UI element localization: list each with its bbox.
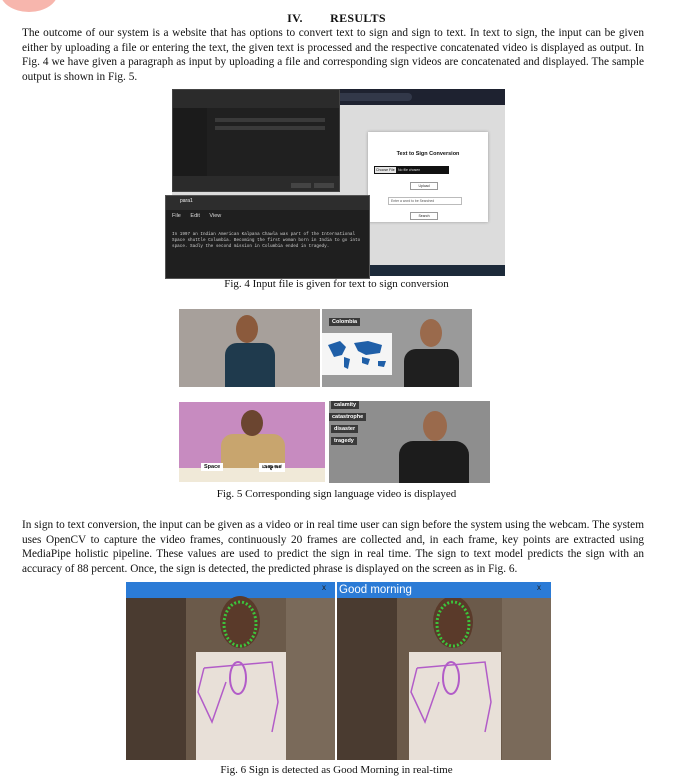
no-file-label: No file chosen: [398, 168, 421, 172]
menu-view: View: [209, 213, 222, 219]
menu-file: File: [172, 213, 181, 219]
file-row: [215, 126, 325, 130]
close-icon: x: [322, 583, 326, 592]
figure-5-caption: Fig. 5 Corresponding sign language video is displayed: [216, 488, 457, 500]
file-row: [215, 118, 325, 122]
person-head: [220, 596, 260, 648]
section-heading: [0, 11, 673, 26]
sign-video-frame-2: [322, 309, 472, 387]
person-body: [225, 343, 275, 387]
person-head: [433, 596, 473, 648]
word-tag-local: ಬಾಹ್ಯಾಕಾಶ: [259, 463, 285, 472]
world-map: [322, 333, 392, 375]
person-body: [404, 349, 459, 387]
word-tag-space: Space: [201, 463, 223, 471]
landmark-overlay: [126, 582, 335, 760]
section-number: IV.: [287, 11, 303, 25]
section-title: RESULTS: [330, 11, 386, 25]
word-tag-tragedy: tragedy: [331, 437, 357, 445]
word-tag-calamity: calamity: [331, 401, 359, 409]
detected-sign-text: Good morning: [339, 584, 412, 596]
landmark-overlay: [337, 582, 551, 760]
conversion-card: [368, 132, 488, 222]
prediction-bar: [337, 582, 551, 598]
word-tag-catastrophe: catastrophe: [329, 413, 366, 421]
file-chooser: [374, 166, 449, 174]
notepad-tab-name: para1: [180, 198, 193, 204]
person-body: [399, 441, 469, 483]
card-title: Text to Sign Conversion: [396, 151, 460, 157]
cancel-button: [314, 183, 334, 188]
person-head: [420, 319, 442, 347]
search-word-input: Enter a word to be Searched: [388, 197, 462, 205]
notepad-menu: [172, 213, 221, 219]
person-head: [241, 410, 263, 436]
explorer-sidebar: [173, 108, 207, 178]
notepad-text: In 1997 an Indian American Kalpana Chawla was part of the International Space shuttle Columbia. Becoming the first woman born in India to go into space. Sadly the second mission in Columbia ended in tragedy.: [172, 232, 361, 250]
sign-video-frame-1: [179, 309, 320, 387]
figure-4-caption: Fig. 4 Input file is given for text to sign conversion: [224, 278, 449, 290]
word-tag-colombia: Colombia: [329, 318, 360, 326]
menu-edit: Edit: [190, 213, 200, 219]
choose-file-button: Choose File: [376, 168, 395, 172]
sign-video-frame-3: [179, 402, 325, 482]
results-paragraph-1: The outcome of our system is a website that has options to convert text to sign and sign to text. In text to sign, the input can be given either by uploading a file or entering the text, the given text is processed and the respective concatenated video is displayed as output. In Fig. 4 we have given a paragraph as input by uploading a file and corresponding sign videos are concatenated and displayed. The sample output is shown in Fig. 5.: [22, 27, 644, 83]
world-map-icon: [322, 333, 392, 375]
notepad-window: [165, 195, 370, 279]
upload-button: Upload: [410, 182, 438, 190]
person-head: [423, 411, 447, 441]
file-explorer-window: [172, 89, 340, 192]
webcam-frame-right: [337, 582, 551, 760]
search-button: Search: [410, 212, 438, 220]
open-button: [291, 183, 311, 188]
person-head: [236, 315, 258, 343]
close-icon: x: [537, 583, 541, 592]
explorer-toolbar: [173, 90, 339, 108]
word-tag-disaster: disaster: [331, 425, 358, 433]
webcam-frame-left: [126, 582, 335, 760]
notepad-tabbar: [166, 196, 369, 210]
sign-video-frame-4: [329, 401, 490, 483]
results-paragraph-2: In sign to text conversion, the input can be given as a video or in real time user can sign before the system using the webcam. The system uses OpenCV to capture the video frames, continuously 20 frames are collected and, in each frame, key points are extracted using MediaPipe holistic pipeline. These values are used to predict the sign in real time. The sign to text model predicts the sign with an accuracy of 88 percent. Once, the sign is detected, the predicted phrase is displayed on the screen as in Fig. 6.: [22, 519, 644, 575]
figure-6-caption: Fig. 6 Sign is detected as Good Morning in real-time: [220, 764, 453, 776]
